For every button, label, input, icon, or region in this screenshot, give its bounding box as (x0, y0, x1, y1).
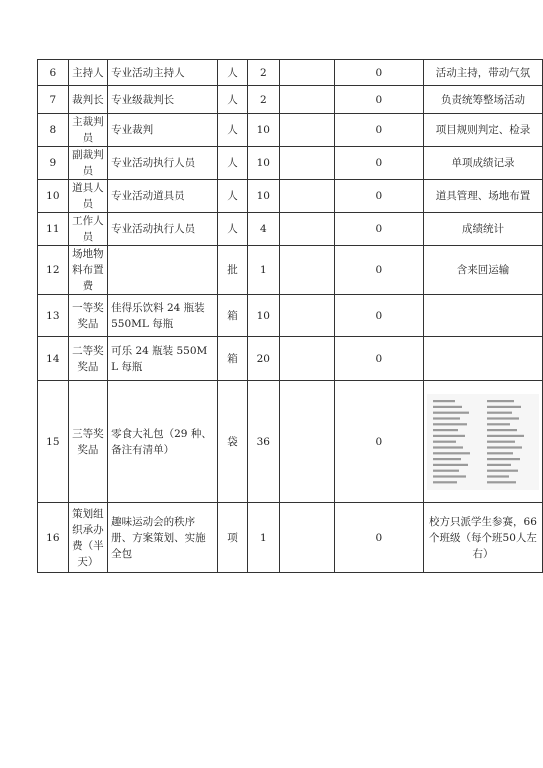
table-row (38, 213, 543, 246)
row-number: 13 (38, 295, 69, 337)
quantity: 4 (248, 213, 280, 246)
unit: 人 (217, 147, 247, 180)
item-description: 专业活动道具员 (108, 180, 218, 213)
quantity: 10 (248, 147, 280, 180)
subtotal: 0 (334, 114, 423, 147)
item-name: 三等奖奖品 (68, 381, 107, 503)
quantity: 2 (248, 86, 280, 114)
item-name: 场地物料布置费 (68, 246, 107, 295)
subtotal: 0 (334, 246, 423, 295)
unit: 箱 (217, 337, 247, 381)
row-number: 16 (38, 503, 69, 573)
table-row (38, 503, 543, 573)
remark-cell (423, 381, 542, 503)
unit-price (279, 180, 334, 213)
unit: 人 (217, 213, 247, 246)
unit-price (279, 295, 334, 337)
unit: 人 (217, 180, 247, 213)
unit: 项 (217, 503, 247, 573)
item-description: 趣味运动会的秩序册、方案策划、实施全包 (108, 503, 218, 573)
item-description: 专业裁判 (108, 114, 218, 147)
row-number: 6 (38, 60, 69, 86)
unit-price (279, 337, 334, 381)
subtotal: 0 (334, 337, 423, 381)
row-number: 9 (38, 147, 69, 180)
unit: 袋 (217, 381, 247, 503)
unit: 箱 (217, 295, 247, 337)
item-name: 二等奖奖品 (68, 337, 107, 381)
remark: 道具管理、场地布置 (423, 180, 542, 213)
subtotal: 0 (334, 503, 423, 573)
unit-price (279, 503, 334, 573)
item-description: 可乐 24 瓶装 550ML 每瓶 (108, 337, 218, 381)
quantity: 10 (248, 114, 280, 147)
unit-price (279, 147, 334, 180)
table-row (38, 147, 543, 180)
remark: 负责统筹整场活动 (423, 86, 542, 114)
quantity: 36 (248, 381, 280, 503)
unit-price (279, 114, 334, 147)
subtotal: 0 (334, 381, 423, 503)
item-description: 专业活动主持人 (108, 60, 218, 86)
unit: 批 (217, 246, 247, 295)
quantity: 10 (248, 180, 280, 213)
subtotal: 0 (334, 60, 423, 86)
item-name: 裁判长 (68, 86, 107, 114)
quantity: 2 (248, 60, 280, 86)
row-number: 10 (38, 180, 69, 213)
item-description: 专业级裁判长 (108, 86, 218, 114)
remark: 含来回运输 (423, 246, 542, 295)
table-row (38, 60, 543, 86)
item-name: 一等奖奖品 (68, 295, 107, 337)
item-name: 工作人员 (68, 213, 107, 246)
table-row (38, 381, 543, 503)
snack-list-image (427, 394, 539, 490)
table-row (38, 246, 543, 295)
remark: 单项成绩记录 (423, 147, 542, 180)
subtotal: 0 (334, 295, 423, 337)
unit-price (279, 86, 334, 114)
unit-price (279, 60, 334, 86)
unit: 人 (217, 60, 247, 86)
row-number: 14 (38, 337, 69, 381)
unit-price (279, 246, 334, 295)
subtotal: 0 (334, 213, 423, 246)
subtotal: 0 (334, 147, 423, 180)
item-name: 主持人 (68, 60, 107, 86)
remark: 项目规则判定、检录 (423, 114, 542, 147)
item-name: 策划组织承办费（半天） (68, 503, 107, 573)
item-name: 主裁判员 (68, 114, 107, 147)
subtotal: 0 (334, 86, 423, 114)
unit: 人 (217, 86, 247, 114)
remark: 校方只派学生参赛，66个班级（每个班50人左右） (423, 503, 542, 573)
item-name: 道具人员 (68, 180, 107, 213)
row-number: 7 (38, 86, 69, 114)
remark: 活动主持，带动气氛 (423, 60, 542, 86)
item-description: 专业活动执行人员 (108, 213, 218, 246)
row-number: 11 (38, 213, 69, 246)
unit-price (279, 381, 334, 503)
table-row (38, 114, 543, 147)
remark: 成绩统计 (423, 213, 542, 246)
table-row (38, 337, 543, 381)
quantity: 20 (248, 337, 280, 381)
quantity: 1 (248, 503, 280, 573)
table-row (38, 180, 543, 213)
item-description: 佳得乐饮料 24 瓶装 550ML 每瓶 (108, 295, 218, 337)
row-number: 8 (38, 114, 69, 147)
subtotal: 0 (334, 180, 423, 213)
item-description (108, 246, 218, 295)
unit: 人 (217, 114, 247, 147)
budget-table (37, 59, 543, 573)
item-description: 零食大礼包（29 种、备注有清单） (108, 381, 218, 503)
table-row (38, 295, 543, 337)
item-description: 专业活动执行人员 (108, 147, 218, 180)
row-number: 12 (38, 246, 69, 295)
table-row (38, 86, 543, 114)
quantity: 1 (248, 246, 280, 295)
remark (423, 337, 542, 381)
quantity: 10 (248, 295, 280, 337)
item-name: 副裁判员 (68, 147, 107, 180)
unit-price (279, 213, 334, 246)
remark (423, 295, 542, 337)
row-number: 15 (38, 381, 69, 503)
